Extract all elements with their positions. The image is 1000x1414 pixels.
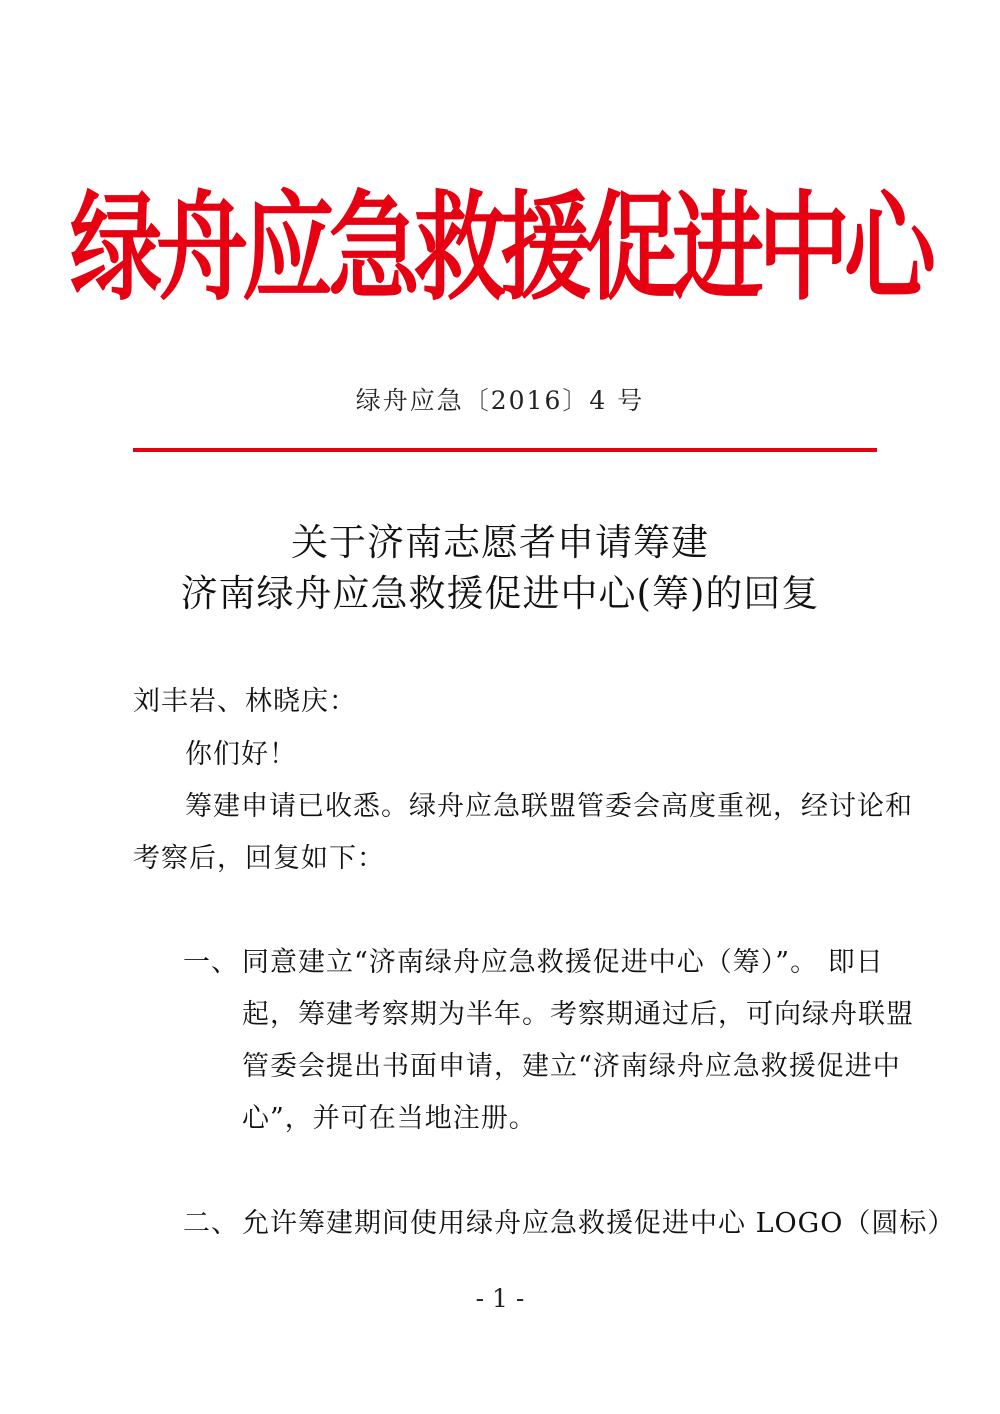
page-number: - 1 - (475, 1284, 525, 1313)
list-item-marker: 一、 (183, 947, 239, 978)
salutation: 刘丰岩、林晓庆： (133, 686, 357, 717)
list-item-line: 起，筹建考察期为半年。考察期通过后，可向绿舟联盟 (242, 999, 914, 1030)
document-title-line-2: 济南绿舟应急救援促进中心(筹)的回复 (180, 572, 820, 615)
document-title-line-1: 关于济南志愿者申请筹建 (291, 521, 709, 564)
intro-paragraph-line-1: 筹建申请已收悉。绿舟应急联盟管委会高度重视，经讨论和 (185, 791, 913, 822)
intro-paragraph-line-2: 考察后，回复如下： (133, 843, 385, 874)
list-item-line: 心”，并可在当地注册。 (242, 1103, 537, 1134)
masthead-title: 绿舟应急救援促进中心 (69, 179, 930, 317)
red-divider-line (133, 448, 877, 452)
greeting: 你们好！ (185, 739, 297, 770)
list-item-line: 允许筹建期间使用绿舟应急救援促进中心 LOGO（圆标） (242, 1208, 956, 1239)
list-item-marker: 二、 (183, 1208, 239, 1239)
document-number: 绿舟应急〔2016〕4 号 (355, 386, 645, 415)
list-item-line: 同意建立“济南绿舟应急救援促进中心（筹）”。 即日 (242, 947, 884, 978)
list-item-line: 管委会提出书面申请，建立“济南绿舟应急救援促进中 (242, 1051, 901, 1082)
